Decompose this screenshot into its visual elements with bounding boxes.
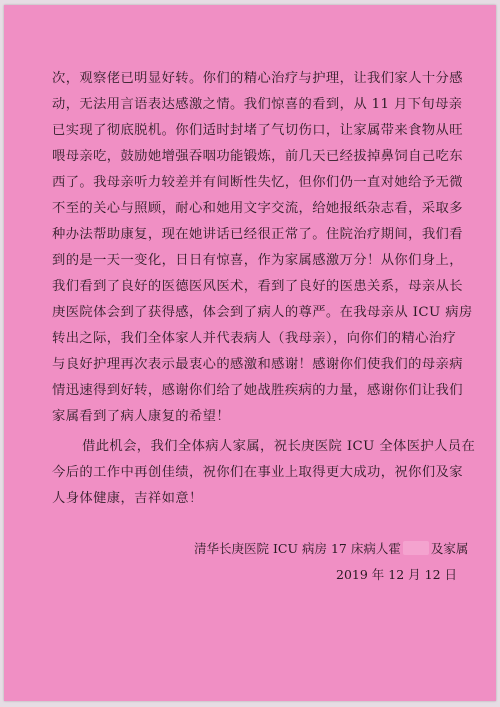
signature-suffix: 及家属 <box>430 541 469 556</box>
letter-page <box>4 5 496 701</box>
letter-line: 到的是一天一变化，日日有惊喜，作为家属感激万分！从你们身上， <box>52 253 463 268</box>
letter-line: 人身体健康，吉祥如意！ <box>52 491 203 506</box>
letter-line: 与良好护理再次表示最衷心的感激和感谢！感谢你们使我们的母亲病 <box>52 357 463 372</box>
letter-line: 情迅速得到好转，感谢你们给了她战胜疾病的力量，感谢你们让我们 <box>52 383 463 398</box>
signature-text: 清华长庚医院 ICU 病房 17 床病人霍 <box>194 541 401 556</box>
signature-line <box>194 539 468 557</box>
letter-line: 西了。我母亲听力较差并有间断性失忆，但你们仍一直对她给予无微 <box>52 175 463 190</box>
letter-line: 借此机会，我们全体病人家属，祝长庚医院 ICU 全体医护人员在 <box>82 439 476 454</box>
letter-line: 不至的关心与照顾，耐心和她用文字交流，给她报纸杂志看，采取多 <box>52 201 463 216</box>
letter-line: 喂母亲吃，鼓励她增强吞咽功能锻炼，前几天已经拔掉鼻饲自己吃东 <box>52 149 463 164</box>
letter-line: 次，观察佬已明显好转。你们的精心治疗与护理，让我们家人十分感 <box>52 71 463 86</box>
letter-line: 动，无法用言语表达感激之情。我们惊喜的看到，从 11 月下旬母亲 <box>52 97 463 112</box>
letter-line: 家属看到了病人康复的希望！ <box>52 409 231 424</box>
letter-line: 庚医院体会到了获得感，体会到了病人的尊严。在我母亲从 ICU 病房 <box>52 305 473 320</box>
redaction-mark <box>403 541 429 555</box>
letter-line: 今后的工作中再创佳绩，祝你们在事业上取得更大成功，祝你们及家 <box>52 465 463 480</box>
letter-line: 已实现了彻底脱机。你们适时封堵了气切伤口，让家属带来食物从旺 <box>52 123 463 138</box>
letter-line: 我们看到了良好的医德医风医术，看到了良好的医患关系，母亲从长 <box>52 279 463 294</box>
letter-line: 种办法帮助康复，现在她讲话已经很正常了。住院治疗期间，我们看 <box>52 227 463 242</box>
letter-line: 转出之际，我们全体家人并代表病人（我母亲），向你们的精心治疗 <box>52 331 457 346</box>
letter-date: 2019 年 12 月 12 日 <box>336 567 457 582</box>
